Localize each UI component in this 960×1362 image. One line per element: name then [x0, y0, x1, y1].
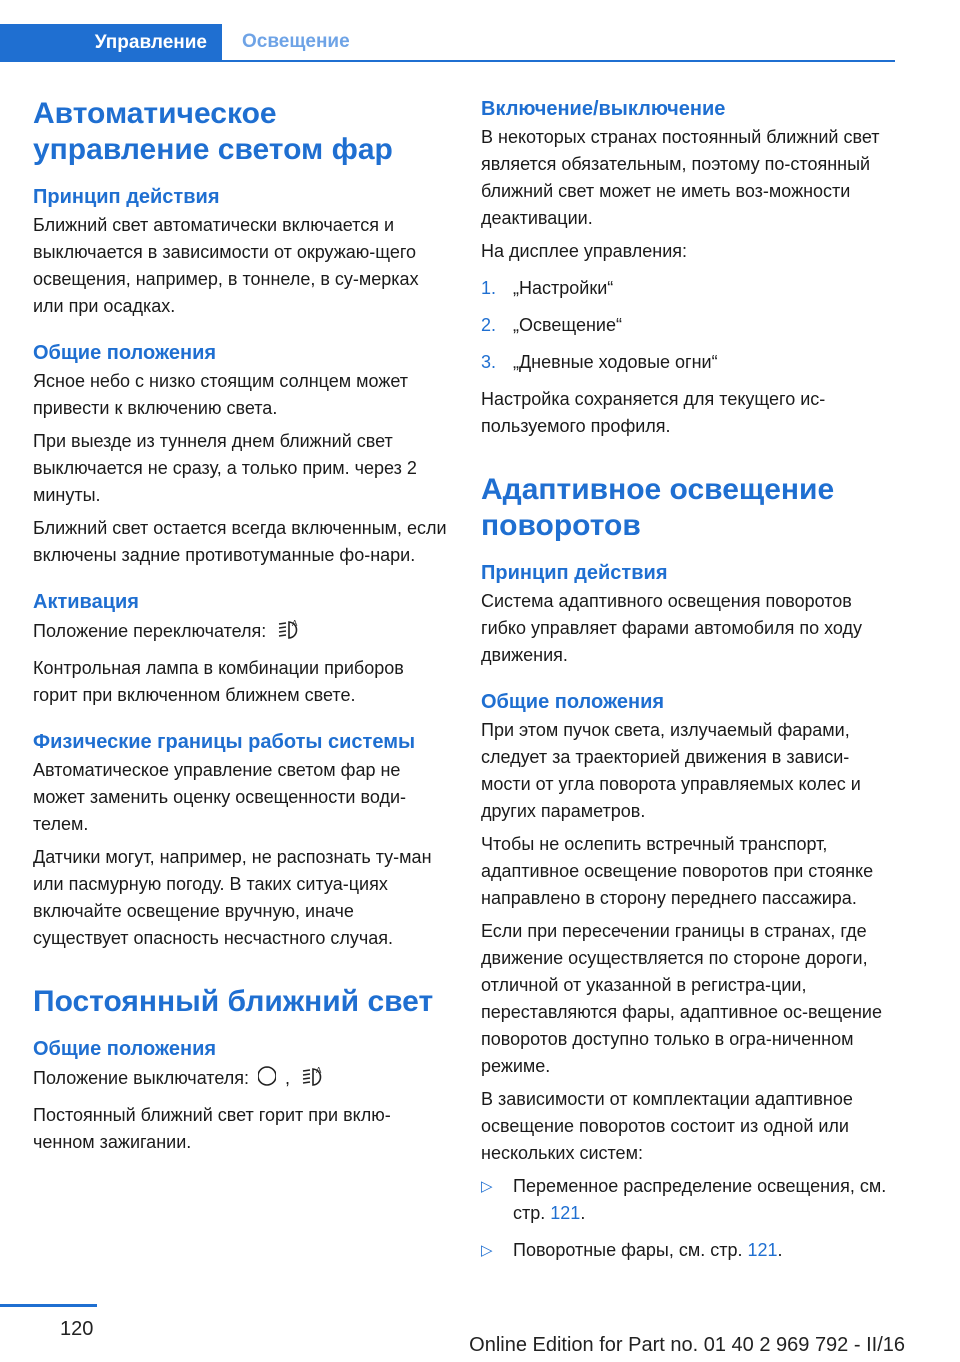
paragraph-switch-positions: [33, 1064, 447, 1096]
title-line: Автоматическое: [33, 97, 277, 130]
switch-position-label: Положение переключателя:: [33, 621, 267, 641]
list-item: [481, 1173, 895, 1227]
separator: ,: [285, 1068, 291, 1088]
heading-activation: Активация: [33, 591, 139, 613]
heading-principle: Принцип действия: [33, 186, 220, 208]
heading-limits: Физические границы работы системы: [33, 731, 416, 753]
section-title-auto-headlights: [33, 96, 447, 168]
paragraph: При выезде из туннеля днем ближний свет выключается не сразу, а только прим. через 2 минуты.: [33, 431, 417, 505]
headlight-off-icon: [258, 1064, 276, 1096]
page-link[interactable]: 121: [747, 1240, 778, 1260]
list-item: [481, 275, 895, 302]
systems-list: [481, 1173, 895, 1264]
header-tabs: [0, 24, 895, 62]
list-item: [481, 1237, 895, 1264]
paragraph: Датчики могут, например, не распознать ту-ман или пасмурную погоду. В таких ситуа-циях включайте освещение вручную, иначе существует опасность несчастного случая.: [33, 847, 432, 948]
title-line: поворотов: [481, 509, 641, 542]
bullet-label: Поворотные фары, см. стр.: [513, 1240, 743, 1260]
step-number: 1.: [481, 278, 497, 298]
step-number: 2.: [481, 315, 497, 335]
paragraph: При этом пучок света, излучаемый фарами, следует за траекторией движения в зависи-мости от угла поворота управляемых колес и других параметров.: [481, 720, 861, 821]
headlight-auto-icon: [275, 617, 301, 649]
svg-text:A: A: [292, 619, 298, 628]
page-number: 120: [60, 1318, 94, 1340]
section-title-adaptive-lighting: [481, 472, 895, 544]
punctuation: .: [580, 1203, 586, 1223]
paragraph: Система адаптивного освещения поворотов гибко управляет фарами автомобиля по ходу движения.: [481, 591, 863, 665]
paragraph: В зависимости от комплектации адаптивное освещение поворотов состоит из одной или нескольких систем:: [481, 1089, 853, 1163]
paragraph-switch-position: [33, 617, 447, 649]
svg-text:A: A: [316, 1066, 322, 1075]
switch-position-label: Положение выключателя:: [33, 1068, 250, 1088]
list-item: [481, 312, 895, 339]
bullet-label: Переменное распределение освещения, см. стр.: [513, 1176, 887, 1223]
bullet-text: [513, 1237, 783, 1264]
paragraph: Чтобы не ослепить встречный транспорт, адаптивное освещение поворотов при стоянке направлено в сторону переднего пассажира.: [481, 834, 874, 908]
step-number: 3.: [481, 352, 497, 372]
edition-note: Online Edition for Part no. 01 40 2 969 792 - II/16: [469, 1334, 905, 1356]
title-line: управление светом фар: [33, 133, 393, 166]
step-text: „Освещение“: [513, 315, 622, 335]
step-text: „Дневные ходовые огни“: [513, 352, 718, 372]
page-link[interactable]: 121: [550, 1203, 581, 1223]
paragraph: Если при пересечении границы в странах, где движение осуществляется по стороне дороги, отличной от указанной в регистра-ции, переставляются фары, адаптивное ос-вещение поворотов доступно только в огра-ниченном режиме.: [481, 921, 882, 1076]
heading-general: Общие положения: [481, 691, 665, 713]
paragraph: Ближний свет остается всегда включенным, если включены задние противотуманные фо-нари.: [33, 518, 447, 565]
paragraph: В некоторых странах постоянный ближний свет является обязательным, поэтому по-стоянный ближний свет может не иметь воз-можности деактивации.: [481, 127, 880, 228]
steps-list: [481, 275, 895, 376]
heading-general: Общие положения: [33, 1038, 217, 1060]
paragraph: Настройка сохраняется для текущего ис-пользуемого профиля.: [481, 389, 826, 436]
tab-control[interactable]: Управление: [0, 24, 222, 62]
paragraph: Ближний свет автоматически включается и выключается в зависимости от окружаю-щего освещения, например, в тоннеле, в су-мерках или при осадках.: [33, 215, 419, 316]
paragraph: Контрольная лампа в комбинации приборов горит при включенном ближнем свете.: [33, 658, 404, 705]
right-column: [481, 96, 895, 1274]
title-line: Адаптивное освещение: [481, 473, 835, 506]
left-column: [33, 96, 447, 1162]
paragraph: Постоянный ближний свет горит при вклю-ченном зажигании.: [33, 1105, 391, 1152]
bullet-text: [513, 1173, 895, 1227]
heading-principle: Принцип действия: [481, 562, 668, 584]
paragraph: Ясное небо с низко стоящим солнцем может привести к включению света.: [33, 371, 409, 418]
heading-general: Общие положения: [33, 342, 217, 364]
punctuation: .: [777, 1240, 783, 1260]
tab-lighting[interactable]: Освещение: [222, 24, 895, 62]
headlight-auto-icon: [299, 1064, 325, 1096]
section-title-constant-low-beam: Постоянный ближний свет: [33, 985, 434, 1018]
paragraph: На дисплее управления:: [481, 241, 688, 261]
bullet-icon: ▷: [481, 1178, 493, 1195]
step-text: „Настройки“: [513, 278, 614, 298]
list-item: [481, 349, 895, 376]
heading-on-off: Включение/выключение: [481, 98, 726, 120]
footer-divider: [0, 1304, 97, 1307]
bullet-icon: ▷: [481, 1242, 493, 1259]
paragraph: Автоматическое управление светом фар не может заменить оценку освещенности води-телем.: [33, 760, 407, 834]
